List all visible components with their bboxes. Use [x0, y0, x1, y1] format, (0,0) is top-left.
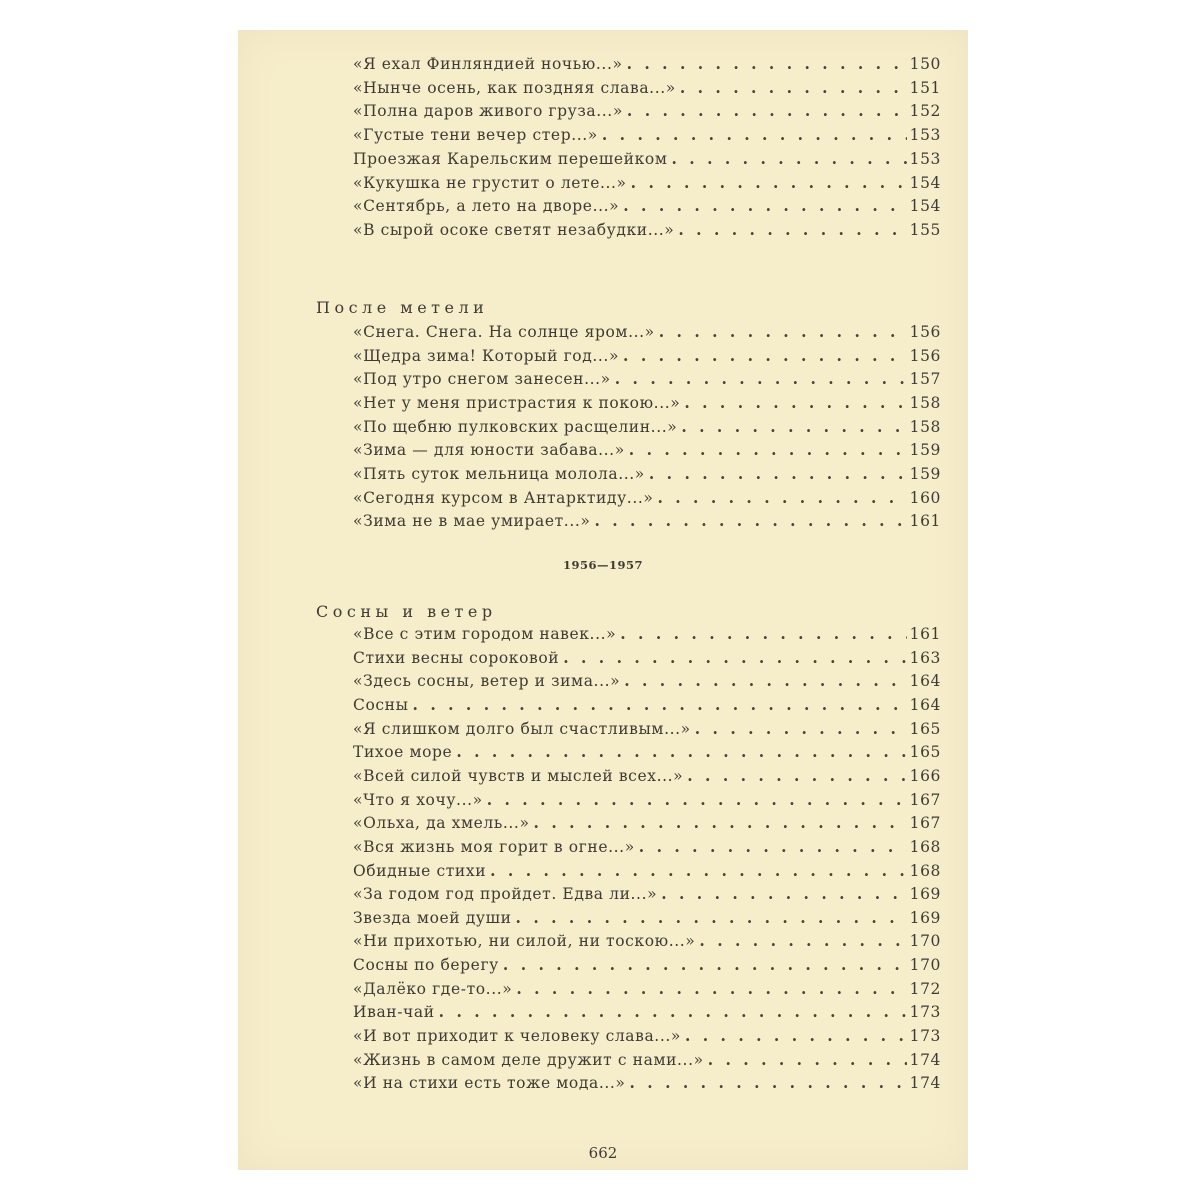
toc-entry	[353, 369, 941, 391]
toc-entry	[353, 149, 941, 171]
toc-entry-title: «Снега. Снега. На солнце яром...»	[353, 323, 655, 341]
table-of-contents	[238, 30, 968, 1170]
dot-leader	[659, 322, 907, 341]
dot-leader	[685, 1026, 907, 1045]
toc-entry	[353, 742, 941, 764]
toc-entry	[353, 78, 941, 100]
toc-entry-page-number: 167	[909, 790, 941, 809]
dot-leader	[413, 695, 907, 714]
dot-leader	[661, 884, 906, 903]
toc-entry-page-number: 154	[909, 197, 941, 216]
dot-leader	[615, 369, 907, 388]
toc-entry	[353, 908, 941, 930]
dot-leader	[687, 766, 906, 785]
toc-entry-title: «Здесь сосны, ветер и зима...»	[353, 672, 621, 691]
toc-entry	[353, 931, 941, 953]
toc-entry-page-number: 161	[909, 625, 941, 643]
toc-entry-title: «В сырой осоке светят незабудки...»	[353, 220, 675, 239]
toc-entry	[353, 440, 941, 462]
toc-entry-title: «Зима не в мае умирает...»	[353, 512, 591, 531]
toc-entry	[353, 955, 941, 977]
dot-leader	[708, 1050, 907, 1069]
toc-entry	[353, 346, 941, 368]
toc-entry-title: «Щедра зима! Который год...»	[353, 346, 620, 365]
toc-entry	[353, 54, 941, 76]
toc-entry-page-number: 173	[909, 1027, 941, 1046]
dot-leader	[623, 346, 907, 365]
dot-leader	[699, 931, 906, 950]
toc-entry-title: «Сентябрь, а лето на дворе...»	[353, 197, 620, 216]
toc-entry-page-number: 167	[909, 814, 941, 833]
toc-entry-page-number: 158	[909, 393, 941, 412]
section-heading-pines-and-wind: Сосны и ветер	[316, 602, 497, 621]
dot-leader	[627, 101, 907, 120]
toc-entry-page-number: 158	[909, 417, 941, 436]
toc-entry	[353, 648, 941, 670]
toc-entry	[353, 1026, 941, 1048]
toc-entry-title: Тихое море	[353, 743, 453, 762]
toc-entry-page-number: 174	[909, 1074, 941, 1093]
dot-leader	[681, 417, 906, 436]
toc-entry	[353, 220, 941, 242]
toc-entry-title: «По щебню пулковских расщелин...»	[353, 417, 678, 436]
toc-entry-page-number: 170	[909, 956, 941, 975]
toc-entry-page-number: 150	[909, 55, 941, 73]
toc-entry	[353, 1002, 941, 1024]
toc-entry-page-number: 152	[909, 102, 941, 121]
toc-entry-title: «Далёко где-то...»	[353, 979, 513, 998]
toc-entry-page-number: 164	[909, 695, 941, 714]
dot-leader	[534, 813, 907, 832]
toc-entry-title: «Что я хочу...»	[353, 790, 483, 809]
dot-leader	[631, 173, 907, 192]
toc-entry-page-number: 163	[909, 648, 941, 667]
toc-entry-title: «Ни прихотью, ни силой, ни тоскою...»	[353, 932, 696, 951]
toc-entry-page-number: 153	[909, 126, 941, 145]
dot-leader	[627, 54, 907, 73]
dot-leader	[516, 908, 907, 927]
dot-leader	[672, 149, 907, 168]
dot-leader	[503, 955, 907, 974]
toc-entry-title: «Под утро снегом занесен...»	[353, 370, 611, 389]
toc-entry-page-number: 157	[909, 370, 941, 389]
toc-entry-page-number: 154	[909, 173, 941, 192]
toc-entry-title: «Нет у меня пристрастия к покою...»	[353, 393, 681, 412]
toc-entry	[353, 884, 941, 906]
toc-entry	[353, 125, 941, 147]
dot-leader	[594, 511, 906, 530]
toc-entry-title: «Я слишком долго был счастливым...»	[353, 719, 691, 738]
dot-leader	[487, 790, 907, 809]
toc-entry-title: «И на стихи есть тоже мода...»	[353, 1074, 626, 1093]
toc-entry	[353, 979, 941, 1001]
section-heading-after-blizzard: После метели	[316, 298, 489, 317]
toc-entry-page-number: 169	[909, 885, 941, 904]
toc-entry	[353, 173, 941, 195]
toc-entry	[353, 464, 941, 486]
dot-leader	[620, 624, 906, 643]
toc-entry	[353, 813, 941, 835]
toc-entry	[353, 393, 941, 415]
dot-leader	[630, 1073, 907, 1092]
toc-entry-title: «Пять суток мельница молола...»	[353, 464, 645, 483]
toc-entry-title: «Густые тени вечер стер...»	[353, 126, 598, 145]
toc-entry	[353, 322, 941, 344]
toc-entry-page-number: 164	[909, 672, 941, 691]
dot-leader	[490, 861, 906, 880]
dot-leader	[516, 979, 906, 998]
toc-entry	[353, 196, 941, 218]
toc-entry-title: «И вот приходит к человеку слава...»	[353, 1027, 681, 1046]
toc-entry	[353, 790, 941, 812]
toc-entry-title: «Кукушка не грустит о лете...»	[353, 173, 627, 192]
toc-entry-title: «Нынче осень, как поздняя слава...»	[353, 78, 676, 97]
toc-entry-title: «Всей силой чувств и мыслей всех...»	[353, 766, 684, 785]
toc-entry-title: Сосны	[353, 695, 409, 714]
toc-entry-title: «Зима — для юности забава...»	[353, 441, 625, 460]
dot-leader	[678, 220, 906, 239]
dot-leader	[657, 488, 906, 507]
toc-entry-title: Обидные стихи	[353, 861, 487, 880]
toc-entry-page-number: 156	[909, 323, 941, 341]
toc-entry	[353, 1050, 941, 1072]
toc-entry-title: «Вся жизнь моя горит в огне...»	[353, 837, 635, 856]
dot-leader	[439, 1002, 907, 1021]
toc-entry-title: Стихи весны сороковой	[353, 648, 560, 667]
toc-entry-page-number: 159	[909, 441, 941, 460]
dot-leader	[649, 464, 907, 483]
toc-entry	[353, 101, 941, 123]
toc-entry	[353, 488, 941, 510]
toc-entry-title: «Я ехал Финляндией ночью...»	[353, 55, 623, 73]
dot-leader	[639, 837, 907, 856]
dot-leader	[684, 393, 906, 412]
dot-leader	[456, 742, 906, 761]
toc-entry-title: «Сегодня курсом в Антарктиду...»	[353, 488, 654, 507]
toc-entry-page-number: 159	[909, 464, 941, 483]
toc-entry	[353, 671, 941, 693]
dot-leader	[563, 648, 906, 667]
toc-entry-page-number: 155	[909, 220, 941, 239]
book-page	[238, 30, 968, 1170]
toc-entry	[353, 861, 941, 883]
toc-entry-page-number: 165	[909, 743, 941, 762]
year-heading: 1956—1957	[562, 558, 643, 572]
toc-entry	[353, 837, 941, 859]
toc-entry-title: Звезда моей души	[353, 908, 512, 927]
toc-entry	[353, 766, 941, 788]
toc-entry	[353, 511, 941, 533]
toc-entry-title: Иван-чай	[353, 1003, 435, 1022]
toc-entry	[353, 719, 941, 741]
toc-entry	[353, 417, 941, 439]
dot-leader	[623, 196, 906, 215]
toc-entry-title: «Ольха, да хмель...»	[353, 814, 530, 833]
toc-entry-title: «За годом год пройдет. Едва ли...»	[353, 885, 658, 904]
toc-entry-page-number: 166	[909, 766, 941, 785]
toc-entry	[353, 695, 941, 717]
page-number-footer: 662	[588, 1144, 618, 1162]
toc-entry-page-number: 153	[909, 149, 941, 168]
dot-leader	[680, 78, 907, 97]
toc-entry-page-number: 172	[909, 979, 941, 998]
toc-entry-title: Проезжая Карельским перешейком	[353, 149, 668, 168]
toc-entry-page-number: 168	[909, 861, 941, 880]
toc-entry-page-number: 156	[909, 346, 941, 365]
toc-entry-page-number: 151	[909, 78, 941, 97]
toc-entry-page-number: 174	[909, 1050, 941, 1069]
toc-entry-page-number: 173	[909, 1003, 941, 1022]
toc-entry	[353, 1073, 941, 1095]
toc-entry-page-number: 170	[909, 932, 941, 951]
dot-leader	[695, 719, 907, 738]
toc-entry-page-number: 161	[909, 512, 941, 531]
toc-entry-title: «Полна даров живого груза...»	[353, 102, 623, 121]
dot-leader	[629, 440, 907, 459]
toc-entry-page-number: 160	[909, 488, 941, 507]
toc-entry-title: «Все с этим городом навек...»	[353, 625, 617, 643]
toc-entry-page-number: 168	[909, 837, 941, 856]
toc-entry	[353, 624, 941, 646]
toc-entry-page-number: 165	[909, 719, 941, 738]
toc-entry-title: «Жизнь в самом деле дружит с нами...»	[353, 1050, 704, 1069]
toc-entry-page-number: 169	[909, 908, 941, 927]
dot-leader	[624, 671, 906, 690]
dot-leader	[602, 125, 907, 144]
toc-entry-title: Сосны по берегу	[353, 956, 499, 975]
